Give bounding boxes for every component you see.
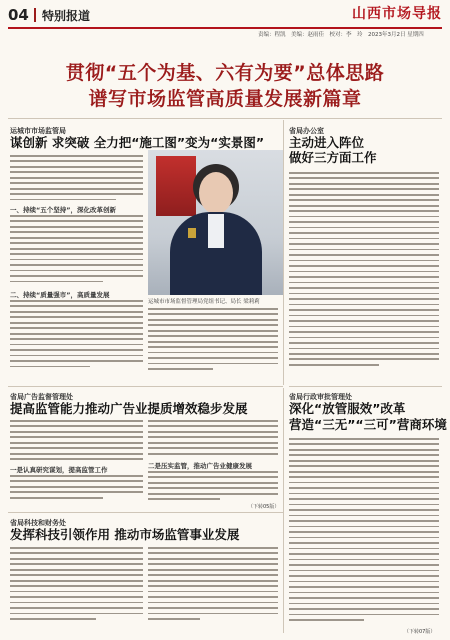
article5-body xyxy=(289,438,439,624)
article3-body-col1b xyxy=(10,475,143,502)
continue-mark-1: （下转05版） xyxy=(248,504,280,510)
header-rule xyxy=(8,27,442,29)
section-title: 特别报道 xyxy=(42,9,91,23)
article1-body-col1c xyxy=(10,300,143,371)
article1-kicker: 运城市市场监管局 xyxy=(10,127,66,135)
rule-under-headline xyxy=(8,118,442,119)
article4-title: 发挥科技引领作用 推动市场监管事业发展 xyxy=(10,527,240,542)
header-divider xyxy=(34,8,36,22)
article1-subhead-1: 一、持续“五个坚持”，深化改革创新 xyxy=(10,206,117,214)
article2-kicker: 省局办公室 xyxy=(289,127,324,135)
article3-title: 提高监管能力推动广告业提质增效稳步发展 xyxy=(10,401,248,416)
column-rule-lower xyxy=(283,388,284,633)
flag-shape xyxy=(156,156,196,216)
column-rule-upper xyxy=(283,120,284,385)
rule-above-article4 xyxy=(8,512,283,513)
headline-line1: 贯彻“五个为基、六有为要”总体思路 xyxy=(65,62,385,84)
article3-subhead-2: 二是压实监管，推动广告业健康发展 xyxy=(148,462,252,470)
article1-title: 谋创新 求突破 全力把“施工图”变为“实景图” xyxy=(10,135,265,150)
article3-subhead-1: 一是认真研究谋划，提高监管工作 xyxy=(10,466,108,474)
article5-kicker: 省局行政审批管理处 xyxy=(289,393,352,401)
article3-kicker: 省局广告监督管理处 xyxy=(10,393,73,401)
header-info: 责编：程凯 美编：赵雨佳 校对：李 玲 2023年3月2日 星期四 xyxy=(258,32,424,38)
continue-mark-2: （下转07版） xyxy=(404,629,436,635)
article1-body-col1 xyxy=(10,155,143,204)
rule-above-article5 xyxy=(289,386,442,387)
rule-above-article3 xyxy=(8,386,283,387)
article2-title-line1: 主动进入阵位 xyxy=(289,135,365,150)
page-number: 04 xyxy=(8,6,29,24)
article1-body-col1b xyxy=(10,215,143,286)
article4-kicker: 省局科技和财务处 xyxy=(10,519,66,527)
article4-body-col2 xyxy=(148,547,278,624)
article5-title-line1: 深化“放管服效”改革 xyxy=(289,401,406,416)
article5-title-line2: 营造“三无”“三可”营商环境 xyxy=(289,417,447,432)
photo-caption: 运城市市场监督管理局党组书记、局长 梁莉莉 xyxy=(148,299,260,305)
article3-body-col2 xyxy=(148,420,278,458)
masthead: 山西市场导报 xyxy=(352,6,442,22)
page-header xyxy=(0,0,450,40)
article1-subhead-2: 二、持续“质量强市”，高质量发展 xyxy=(10,291,110,299)
headline-line2: 谱写市场监管高质量发展新篇章 xyxy=(88,88,362,110)
portrait-photo xyxy=(148,150,283,295)
emblem-badge xyxy=(188,228,196,238)
article4-body-col1 xyxy=(10,547,143,624)
article1-body-col2 xyxy=(148,308,278,374)
article3-body-col2b xyxy=(148,471,278,504)
article2-title-line2: 做好三方面工作 xyxy=(289,150,377,165)
article3-body-col1 xyxy=(10,420,143,464)
article2-body xyxy=(289,172,439,369)
